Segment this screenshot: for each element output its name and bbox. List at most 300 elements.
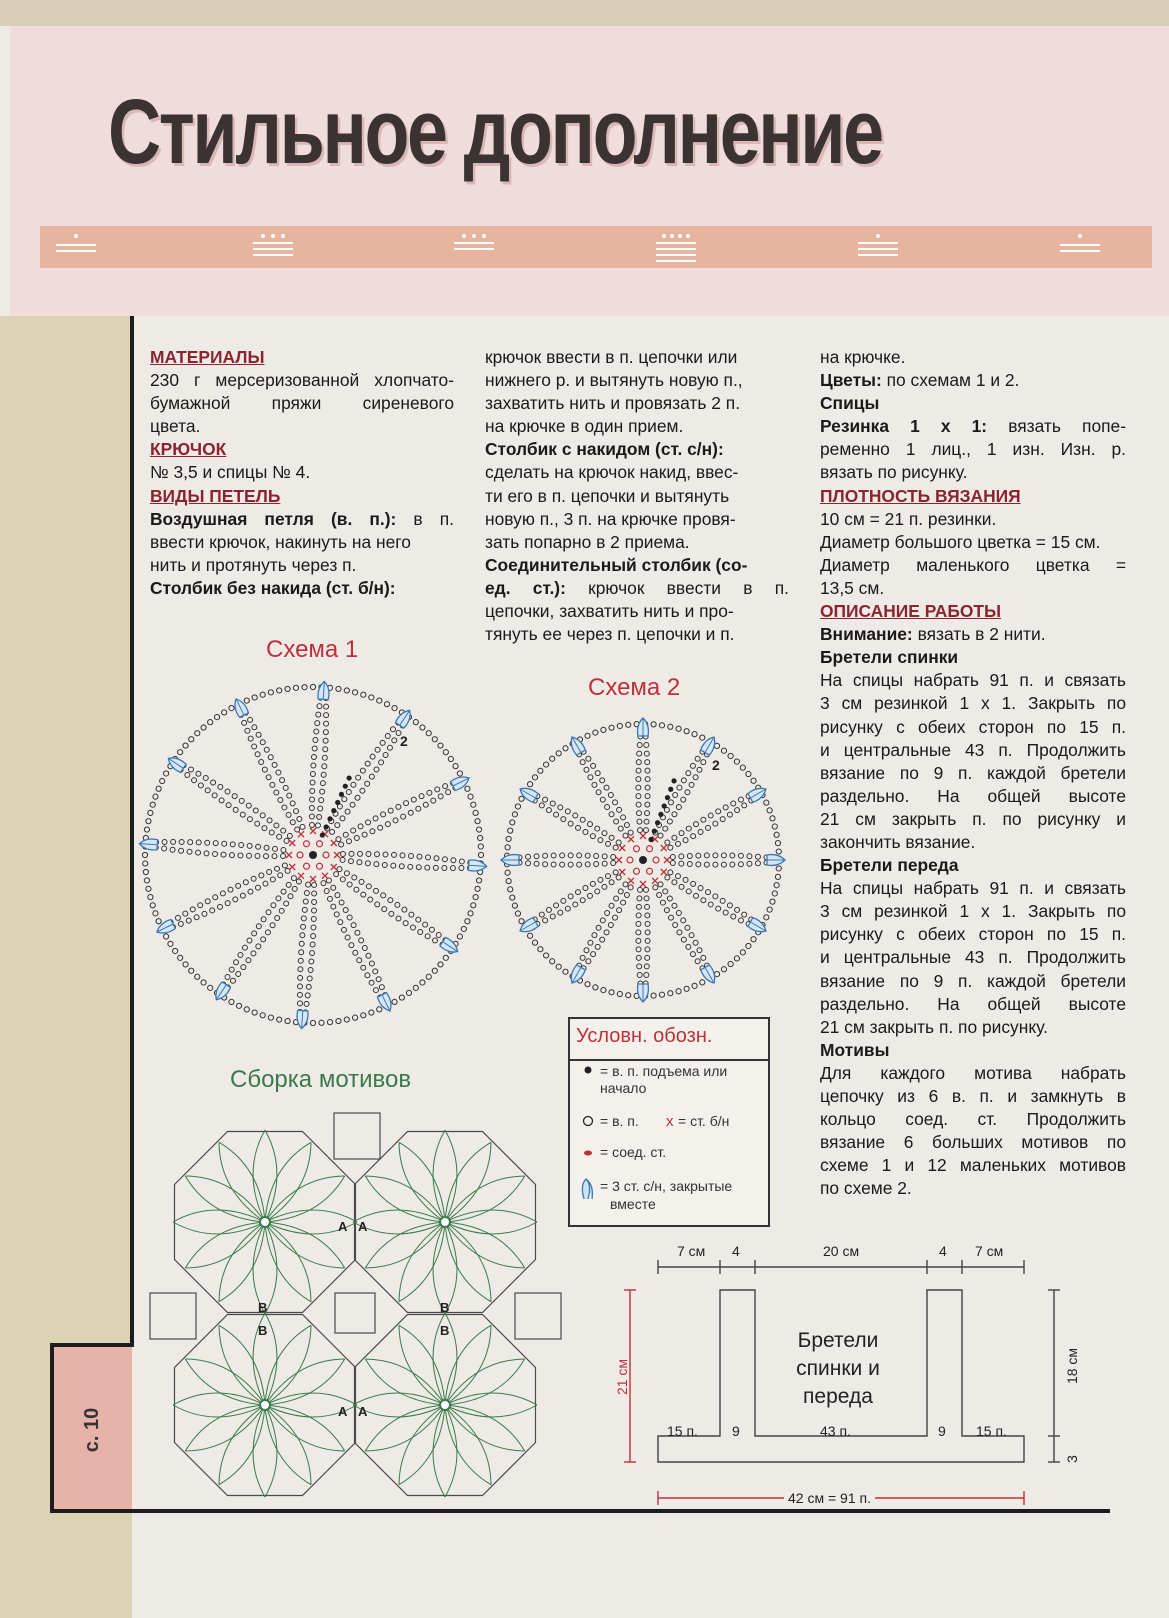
chain-stitch (360, 788, 365, 793)
cluster-stitch (700, 734, 718, 755)
work-heading: ОПИСАНИЕ РАБОТЫ (820, 601, 1002, 622)
chain-stitch (734, 759, 739, 764)
chain-stitch (505, 870, 510, 875)
chain-stitch (368, 897, 373, 902)
chain-stitch (311, 908, 316, 913)
chain-stitch (427, 790, 432, 795)
chain-stitch (146, 886, 151, 891)
chain-stitch (302, 685, 307, 690)
chain-stitch (527, 782, 532, 787)
chain-stitch (609, 903, 614, 908)
chain-stitch (319, 798, 324, 803)
chain-stitch (344, 1017, 349, 1022)
chain-stitch (558, 910, 563, 915)
chain-stitch (740, 950, 745, 955)
chain-stitch (196, 840, 201, 845)
chain-stitch (543, 862, 548, 867)
chain-stitch (664, 908, 669, 913)
chain-stitch (196, 850, 201, 855)
chain-stitch (323, 730, 328, 735)
chain-stitch (526, 854, 531, 859)
sc-stitch (661, 845, 667, 851)
chain-stitch (269, 830, 274, 835)
chain-stitch (425, 855, 430, 860)
gauge-line: 13,5 см. (820, 577, 885, 598)
chain-stitch (510, 820, 515, 825)
chain-stitch (613, 870, 618, 875)
chain-stitch (637, 972, 642, 977)
cluster-stitch (501, 855, 519, 866)
chain-stitch (730, 853, 735, 858)
chain-circle-icon (584, 1117, 593, 1126)
chain-stitch (473, 895, 478, 900)
chain-stitch (310, 780, 315, 785)
chain-stitch (160, 778, 165, 783)
chain-stitch (337, 867, 342, 872)
chain-stitch (602, 861, 607, 866)
chain-stitch (580, 817, 585, 822)
chain-stitch (457, 934, 462, 939)
chain-stitch (636, 802, 641, 807)
chain-stitch (342, 797, 347, 802)
chain-stitch (651, 993, 656, 998)
chain-stitch (701, 955, 706, 960)
chain-stitch (772, 891, 777, 896)
chain-stitch (644, 819, 649, 824)
chain-stitch (616, 875, 621, 880)
chain-stitch (351, 828, 356, 833)
scheme1-diagram (139, 681, 487, 1029)
chain-stitch (341, 927, 346, 932)
chain-stitch (506, 836, 511, 841)
chain-stitch (187, 849, 192, 854)
chain-stitch (676, 989, 681, 994)
chain-stitch (453, 764, 458, 769)
chain-stitch (423, 922, 428, 927)
chain-stitch (425, 865, 430, 870)
strap-title-line: Бретели (797, 1329, 879, 1352)
chain-stitch (268, 1015, 273, 1020)
chain-stitch (638, 887, 643, 892)
chain-stitch (369, 1010, 374, 1015)
chain-stitch (251, 951, 256, 956)
chain-stitch (590, 834, 595, 839)
chain-stitch (413, 720, 418, 725)
chain-stitch (281, 854, 286, 859)
chain-stitch (260, 692, 265, 697)
chain-stitch (311, 755, 316, 760)
assembly-label-a: А (338, 1404, 348, 1419)
chain-stitch (222, 841, 227, 846)
chain-stitch (192, 778, 197, 783)
chain-stitch (677, 930, 682, 935)
chain-stitch (143, 861, 148, 866)
chain-stitch (156, 919, 161, 924)
chain-stitch (636, 777, 641, 782)
chain-stitch (185, 772, 190, 777)
chain-stitch (730, 862, 735, 867)
chain-stitch (324, 721, 329, 726)
chain-stitch (274, 790, 279, 795)
start-chain (347, 775, 352, 780)
chain-stitch (695, 959, 700, 964)
chain-stitch (636, 785, 641, 790)
motifs-line: кольцо соед. ст. Продолжить (820, 1109, 1126, 1130)
chain-line: ввести крючок, накинуть на него (150, 531, 411, 552)
chain-stitch (389, 911, 394, 916)
chain-stitch (668, 724, 673, 729)
chain-stitch (774, 883, 779, 888)
legend-box (568, 1017, 770, 1227)
ring-stitch (304, 863, 310, 869)
sc-stitch (640, 833, 646, 839)
chain-stitch (643, 828, 648, 833)
chain-stitch (636, 947, 641, 952)
chain-stitch (188, 840, 193, 845)
chain-stitch (628, 830, 633, 835)
sc-stitch (664, 857, 670, 863)
chain-stitch (698, 885, 703, 890)
chain-stitch (727, 812, 732, 817)
chain-stitch (309, 806, 314, 811)
chain-stitch (670, 860, 675, 865)
chain-stitch (266, 910, 271, 915)
chain-stitch (438, 794, 443, 799)
chain-stitch (598, 838, 603, 843)
chain-stitch (580, 955, 585, 960)
dim-top: 7 см (677, 1243, 706, 1259)
chain-stitch (312, 891, 317, 896)
chain-stitch (222, 710, 227, 715)
chain-stitch (208, 985, 213, 990)
chain-stitch (425, 934, 430, 939)
chain-stitch (668, 870, 673, 875)
chain-stitch (173, 948, 178, 953)
front-line: На спицы набрать 91 п. и связать (820, 878, 1126, 899)
chain-stitch (465, 919, 470, 924)
chain-stitch (645, 794, 650, 799)
chain-stitch (438, 743, 443, 748)
chain-stitch (776, 849, 781, 854)
chain-stitch (596, 925, 601, 930)
chain-stitch (672, 903, 677, 908)
chain-stitch (361, 892, 366, 897)
chain-line: нить и протянуть через п. (150, 554, 357, 575)
chain-stitch (256, 732, 261, 737)
chain-stitch (265, 930, 270, 935)
chain-stitch (576, 825, 581, 830)
chain-stitch (189, 737, 194, 742)
chain-stitch (186, 918, 191, 923)
chain-stitch (539, 803, 544, 808)
ss-line: тянуть ее через п. цепочки и п. (485, 624, 735, 645)
chain-stitch (310, 950, 315, 955)
chain-stitch (374, 862, 379, 867)
chain-stitch (689, 933, 694, 938)
chain-stitch (532, 775, 537, 780)
back-line: 21 см закрыть п. по рисунку и (820, 808, 1126, 829)
chain-stitch (636, 930, 641, 935)
chain-stitch (534, 861, 539, 866)
chain-stitch (366, 852, 371, 857)
chain-stitch (392, 706, 397, 711)
chain-stitch (251, 876, 256, 881)
legend-item: начало (600, 1080, 647, 1096)
chain-stitch (596, 790, 601, 795)
chain-stitch (764, 800, 769, 805)
chain-stitch (692, 983, 697, 988)
dim-top: 7 см (975, 1243, 1004, 1259)
chain-stitch (563, 969, 568, 974)
chain-stitch (605, 911, 610, 916)
chain-stitch (345, 935, 350, 940)
chain-stitch (324, 888, 329, 893)
chain-stitch (721, 862, 726, 867)
chain-stitch (376, 977, 381, 982)
chain-stitch (362, 946, 367, 951)
chain-stitch (208, 720, 213, 725)
cluster-stitch (517, 917, 538, 935)
chain-stitch (691, 881, 696, 886)
motifs-heading: Мотивы (820, 1039, 890, 1060)
chain-stitch (420, 725, 425, 730)
chain-stitch (264, 747, 269, 752)
chain-stitch (305, 993, 310, 998)
chain-stitch (443, 750, 448, 755)
chain-stitch (595, 944, 600, 949)
chain-stitch (340, 816, 345, 821)
ring-stitch (627, 857, 633, 863)
chain-term: Воздушная петля (в. п.): (150, 508, 397, 529)
chain-stitch (561, 898, 566, 903)
chain-stitch (313, 738, 318, 743)
chain-stitch (230, 853, 235, 858)
chain-stitch (701, 760, 706, 765)
chain-stitch (142, 852, 147, 857)
chain-stitch (471, 802, 476, 807)
chain-stitch (164, 771, 169, 776)
chain-stitch (340, 877, 345, 882)
chain-stitch (636, 760, 641, 765)
chain-stitch (285, 686, 290, 691)
assembly-label-b: В (440, 1300, 450, 1315)
chain-stitch (645, 802, 650, 807)
chain-stitch (248, 889, 253, 894)
chain-stitch (443, 955, 448, 960)
chain-stitch (672, 812, 677, 817)
cluster-icon (582, 1179, 592, 1199)
chain-stitch (508, 828, 513, 833)
chain-stitch (418, 929, 423, 934)
chain-stitch (247, 843, 252, 848)
chain-stitch (356, 775, 361, 780)
chain-stitch (310, 772, 315, 777)
chain-stitch (144, 827, 149, 832)
chain-stitch (239, 798, 244, 803)
chain-stitch (361, 965, 366, 970)
chain-stitch (228, 887, 233, 892)
chain-stitch (256, 944, 261, 949)
chain-stitch (623, 882, 628, 887)
chain-stitch (685, 925, 690, 930)
chain-stitch (365, 861, 370, 866)
strap-title-line: переда (803, 1385, 873, 1408)
attention-text: вязать в 2 нити. (917, 624, 1046, 645)
chain-stitch (148, 810, 153, 815)
chain-stitch (672, 880, 677, 885)
chain-stitch (585, 982, 590, 987)
dim-inner: 15 п. (667, 1423, 698, 1439)
chain-stitch (346, 839, 351, 844)
chain-stitch (645, 785, 650, 790)
chain-stitch (285, 1018, 290, 1023)
sc-stitch (661, 869, 667, 875)
chain-stitch (255, 821, 260, 826)
chain-stitch (592, 782, 597, 787)
back-line: и центральные 43 п. Продолжить (820, 739, 1126, 760)
chain-stitch (775, 874, 780, 879)
chain-stitch (539, 912, 544, 917)
chain-stitch (628, 885, 633, 890)
chain-stitch (716, 906, 721, 911)
small-motif (335, 1293, 375, 1333)
chain-stitch (644, 972, 649, 977)
chain-stitch (304, 891, 309, 896)
chain-stitch (382, 862, 387, 867)
chain-stitch (358, 824, 363, 829)
chain-stitch (213, 852, 218, 857)
chain-stitch (260, 1013, 265, 1018)
chain-stitch (645, 947, 650, 952)
chain-stitch (280, 778, 285, 783)
chain-stitch (713, 853, 718, 858)
scheme1-caption: Схема 1 (266, 636, 359, 663)
chain-stitch (636, 794, 641, 799)
chain-stitch (560, 853, 565, 858)
chain-stitch (347, 915, 352, 920)
chain-stitch (694, 822, 699, 827)
chain-stitch (311, 916, 316, 921)
chain-stitch (584, 948, 589, 953)
chain-stitch (543, 797, 548, 802)
chain-stitch (300, 824, 305, 829)
chain-stitch (408, 810, 413, 815)
chain-stitch (576, 890, 581, 895)
chain-stitch (751, 778, 756, 783)
chain-stitch (546, 808, 551, 813)
chain-stitch (519, 796, 524, 801)
chain-stitch (623, 833, 628, 838)
chain-stitch (588, 940, 593, 945)
chain-stitch (242, 945, 247, 950)
chain-stitch (324, 704, 329, 709)
chain-stitch (290, 801, 295, 806)
chain-stitch (221, 852, 226, 857)
start-chain (668, 787, 673, 792)
scheme2-caption: Схема 2 (588, 674, 681, 701)
chain-stitch (195, 974, 200, 979)
chain-stitch (272, 854, 277, 859)
materials-line: 230 г мерсеризованной хлопчато- (150, 370, 454, 391)
assembly-diagram (140, 1105, 570, 1500)
chain-stitch (311, 933, 316, 938)
chain-stitch (388, 808, 393, 813)
chain-stitch (554, 812, 559, 817)
filled-dot-icon (585, 1067, 592, 1074)
chain-stitch (267, 818, 272, 823)
chain-stitch (657, 892, 662, 897)
chain-stitch (423, 802, 428, 807)
chain-stitch (253, 808, 258, 813)
chain-stitch (300, 933, 305, 938)
chain-stitch (705, 825, 710, 830)
chain-stitch (772, 824, 777, 829)
chain-stitch (645, 904, 650, 909)
chain-stitch (588, 775, 593, 780)
front-line: 3 см резинкой 1 х 1. Закрыть по (820, 901, 1126, 922)
chain-stitch (404, 801, 409, 806)
chain-stitch (322, 764, 327, 769)
chain-stitch (299, 941, 304, 946)
chain-stitch (677, 785, 682, 790)
chain-stitch (268, 690, 273, 695)
chain-stitch (297, 1001, 302, 1006)
chain-stitch (369, 980, 374, 985)
chain-stitch (740, 765, 745, 770)
cluster-stitch (638, 984, 649, 1002)
chain-stitch (728, 753, 733, 758)
chain-stitch (660, 900, 665, 905)
chain-stitch (776, 866, 781, 871)
chain-stitch (162, 846, 167, 851)
chain-stitch (225, 975, 230, 980)
chain-stitch (568, 853, 573, 858)
chain-stitch (373, 969, 378, 974)
chain-stitch (681, 937, 686, 942)
chain-stitch (286, 882, 291, 887)
start-chain (320, 832, 325, 837)
chain-stitch (605, 804, 610, 809)
chain-stitch (317, 704, 322, 709)
chain-stitch (321, 881, 326, 886)
chain-stitch (312, 746, 317, 751)
chain-stitch (210, 908, 215, 913)
chain-stitch (617, 723, 622, 728)
chain-stitch (383, 852, 388, 857)
chain-stitch (645, 930, 650, 935)
chain-stitch (550, 914, 555, 919)
front-line: вязание по 9 п. каждой бретели (820, 970, 1126, 991)
chain-stitch (277, 834, 282, 839)
chain-stitch (746, 771, 751, 776)
chain-stitch (388, 898, 393, 903)
chain-stitch (233, 807, 238, 812)
chain-stitch (230, 978, 235, 983)
chain-stitch (604, 785, 609, 790)
chain-stitch (282, 863, 287, 868)
front-line: рисунку с обеих сторон по 15 п. (820, 924, 1126, 945)
chain-stitch (211, 780, 216, 785)
chain-stitch (190, 907, 195, 912)
chain-stitch (550, 801, 555, 806)
col3-start: на крючке. (820, 347, 906, 367)
chain-stitch (560, 862, 565, 867)
page-number: с. 10 (81, 1407, 103, 1453)
chain-stitch (636, 904, 641, 909)
chain-stitch (667, 819, 672, 824)
chain-stitch (256, 924, 261, 929)
chain-stitch (716, 809, 721, 814)
